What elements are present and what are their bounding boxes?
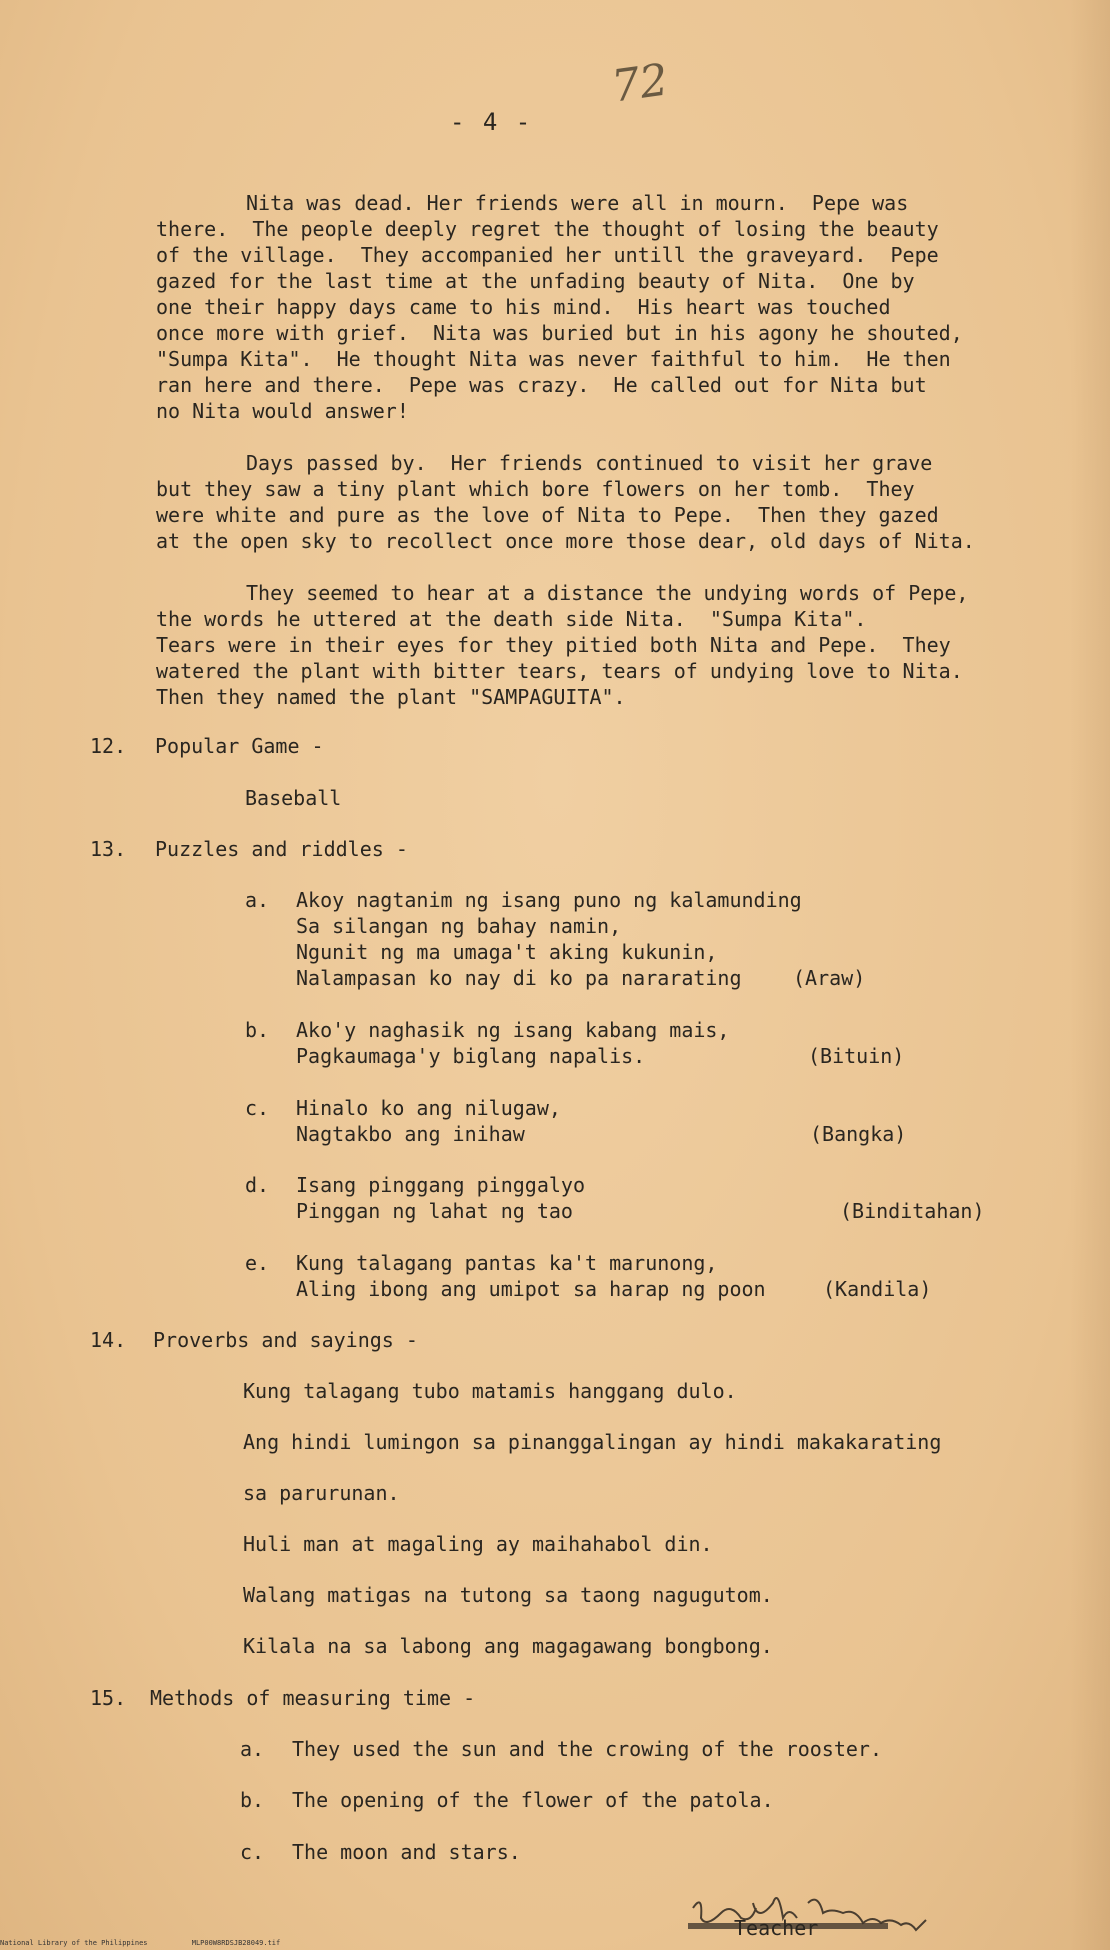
page-crease xyxy=(1070,0,1110,1950)
method-text: The moon and stars. xyxy=(292,1840,521,1864)
text-line: Days passed by. Her friends continued to visit her grave xyxy=(246,451,933,475)
riddle-letter: a. xyxy=(245,888,270,912)
section-14-title: Proverbs and sayings - xyxy=(153,1328,418,1352)
handwritten-signature xyxy=(683,1888,973,1938)
section-12-value: Baseball xyxy=(245,786,342,810)
riddle-answer: (Bangka) xyxy=(810,1122,907,1146)
text-line: Then they named the plant "SAMPAGUITA". xyxy=(156,685,626,709)
riddle-line: Akoy nagtanim ng isang puno ng kalamunding xyxy=(296,888,802,912)
method-letter: a. xyxy=(240,1737,265,1761)
riddle-line: Pinggan ng lahat ng tao xyxy=(296,1199,573,1223)
riddle-line: Nagtakbo ang inihaw xyxy=(296,1122,525,1146)
text-line: Tears were in their eyes for they pitied both Nita and Pepe. They xyxy=(156,633,951,657)
proverb: sa parurunan. xyxy=(243,1481,400,1505)
riddle-answer: (Araw) xyxy=(793,966,866,990)
method-text: The opening of the flower of the patola. xyxy=(292,1788,774,1812)
riddle-line: Sa silangan ng bahay namin, xyxy=(296,914,622,938)
section-13-title: Puzzles and riddles - xyxy=(155,837,408,861)
proverb: Kung talagang tubo matamis hanggang dulo. xyxy=(243,1379,737,1403)
riddle-line: Pagkaumaga'y biglang napalis. xyxy=(296,1044,646,1068)
scan-footer xyxy=(0,1939,320,1947)
text-line: gazed for the last time at the unfading beauty of Nita. One by xyxy=(156,269,915,293)
text-line: watered the plant with bitter tears, tears of undying love to Nita. xyxy=(156,659,963,683)
text-line: the words he uttered at the death side Nita. "Sumpa Kita". xyxy=(156,607,867,631)
riddle-letter: e. xyxy=(245,1251,270,1275)
story-paragraph-1 xyxy=(156,190,1036,424)
text-line: there. The people deeply regret the thought of losing the beauty xyxy=(156,217,939,241)
proverb: Walang matigas na tutong sa taong nagugutom. xyxy=(243,1583,773,1607)
footer-library: National Library of the Philippines xyxy=(0,1939,148,1947)
riddle-line: Kung talagang pantas ka't marunong, xyxy=(296,1251,718,1275)
story-paragraph-3 xyxy=(156,580,1036,710)
riddle-letter: b. xyxy=(245,1018,270,1042)
proverb: Huli man at magaling ay maihahabol din. xyxy=(243,1532,713,1556)
riddle-letter: d. xyxy=(245,1173,270,1197)
signature-role: Teacher xyxy=(734,1916,819,1940)
text-line: one their happy days came to his mind. His heart was touched xyxy=(156,295,891,319)
text-line: ran here and there. Pepe was crazy. He called out for Nita but xyxy=(156,373,927,397)
riddle-line: Aling ibong ang umipot sa harap ng poon xyxy=(296,1277,766,1301)
text-line: at the open sky to recollect once more those dear, old days of Nita. xyxy=(156,529,975,553)
method-text: They used the sun and the crowing of the rooster. xyxy=(292,1737,883,1761)
riddle-answer: (Bituin) xyxy=(808,1044,905,1068)
handwritten-folio-number: 72 xyxy=(608,54,672,113)
text-line: but they saw a tiny plant which bore flowers on her tomb. They xyxy=(156,477,915,501)
method-letter: b. xyxy=(240,1788,265,1812)
proverb: Ang hindi lumingon sa pinanggalingan ay hindi makakarating xyxy=(243,1430,942,1454)
riddle-letter: c. xyxy=(245,1096,270,1120)
proverb: Kilala na sa labong ang magagawang bongbong. xyxy=(243,1634,773,1658)
section-13-number: 13. xyxy=(90,837,127,861)
footer-file-id: MLP00W8RDSJB28049.tif xyxy=(191,1939,281,1947)
section-15-number: 15. xyxy=(90,1686,127,1710)
text-line: They seemed to hear at a distance the undying words of Pepe, xyxy=(246,581,969,605)
method-letter: c. xyxy=(240,1840,265,1864)
riddle-answer: (Binditahan) xyxy=(840,1199,985,1223)
text-line: of the village. They accompanied her untill the graveyard. Pepe xyxy=(156,243,939,267)
riddle-line: Isang pinggang pinggalyo xyxy=(296,1173,585,1197)
section-15-title: Methods of measuring time - xyxy=(150,1686,476,1710)
text-line: "Sumpa Kita". He thought Nita was never faithful to him. He then xyxy=(156,347,951,371)
riddle-answer: (Kandila) xyxy=(823,1277,932,1301)
text-line: once more with grief. Nita was buried but in his agony he shouted, xyxy=(156,321,963,345)
text-line: no Nita would answer! xyxy=(156,399,409,423)
riddle-line: Ako'y naghasik ng isang kabang mais, xyxy=(296,1018,730,1042)
text-line: Nita was dead. Her friends were all in mourn. Pepe was xyxy=(246,191,909,215)
riddle-line: Ngunit ng ma umaga't aking kukunin, xyxy=(296,940,718,964)
riddle-line: Hinalo ko ang nilugaw, xyxy=(296,1096,561,1120)
story-paragraph-2 xyxy=(156,450,1036,554)
page-number: - 4 - xyxy=(450,108,533,136)
riddle-line: Nalampasan ko nay di ko pa nararating xyxy=(296,966,742,990)
section-14-number: 14. xyxy=(90,1328,127,1352)
text-line: were white and pure as the love of Nita to Pepe. Then they gazed xyxy=(156,503,939,527)
section-12-title: Popular Game - xyxy=(155,734,324,758)
section-12-number: 12. xyxy=(90,734,127,758)
